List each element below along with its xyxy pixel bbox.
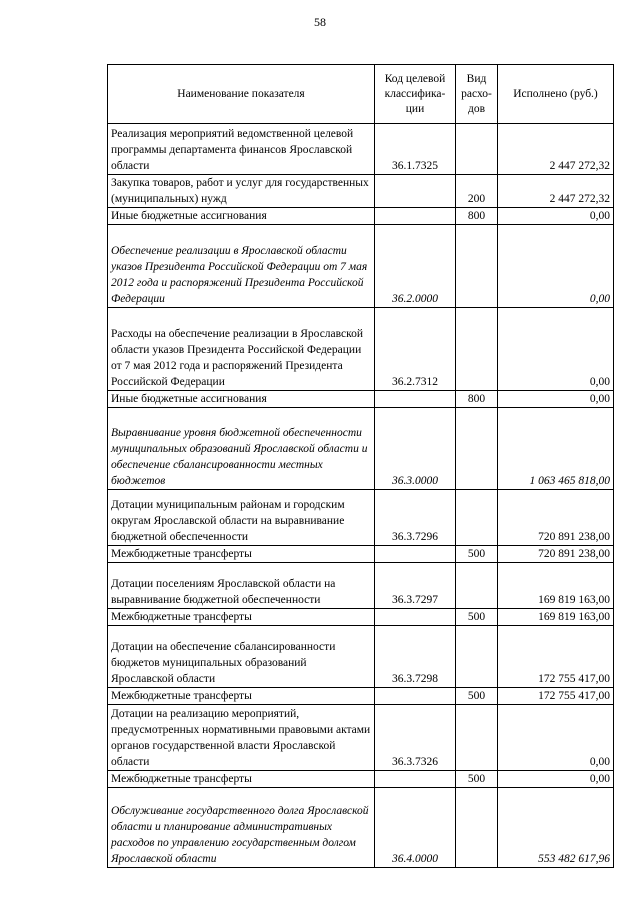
row-vid: 500 xyxy=(456,688,498,705)
table-row xyxy=(108,208,614,225)
row-name: Дотации на обеспечение сбалансированности бюджетов муниципальных образований Ярославской области xyxy=(108,626,375,688)
row-name: Обслуживание государственного долга Ярославской области и планирование административных расходов по управлению государственным долгом Ярославской области xyxy=(108,788,375,868)
row-vid xyxy=(456,225,498,308)
row-code xyxy=(375,771,456,788)
row-vid xyxy=(456,124,498,175)
row-amount: 553 482 617,96 xyxy=(498,788,614,868)
row-amount: 2 447 272,32 xyxy=(498,124,614,175)
row-vid xyxy=(456,563,498,609)
header-amount: Исполнено (руб.) xyxy=(498,65,614,124)
row-amount: 172 755 417,00 xyxy=(498,688,614,705)
row-code: 36.3.7296 xyxy=(375,490,456,546)
row-vid: 800 xyxy=(456,208,498,225)
row-code xyxy=(375,175,456,208)
row-vid: 200 xyxy=(456,175,498,208)
row-amount: 0,00 xyxy=(498,391,614,408)
row-vid xyxy=(456,705,498,771)
table-row xyxy=(108,546,614,563)
row-amount: 172 755 417,00 xyxy=(498,626,614,688)
row-name: Расходы на обеспечение реализации в Ярославской области указов Президента Российской Федерации от 7 мая 2012 года и распоряжений Президента Российской Федерации xyxy=(108,308,375,391)
row-name: Иные бюджетные ассигнования xyxy=(108,391,375,408)
table-row xyxy=(108,563,614,609)
row-code: 36.3.0000 xyxy=(375,408,456,490)
table-row xyxy=(108,626,614,688)
row-name: Дотации на реализацию мероприятий, предусмотренных нормативными правовыми актами органов государственной власти Ярославской области xyxy=(108,705,375,771)
row-amount: 720 891 238,00 xyxy=(498,546,614,563)
table-row xyxy=(108,609,614,626)
table-row xyxy=(108,788,614,868)
row-amount: 0,00 xyxy=(498,225,614,308)
table-row xyxy=(108,490,614,546)
row-code: 36.3.7326 xyxy=(375,705,456,771)
row-name: Дотации поселениям Ярославской области на выравнивание бюджетной обеспеченности xyxy=(108,563,375,609)
row-name: Обеспечение реализации в Ярославской области указов Президента Российской Федерации от 7 мая 2012 года и распоряжений Президента Российской Федерации xyxy=(108,225,375,308)
row-code xyxy=(375,609,456,626)
row-code: 36.3.7298 xyxy=(375,626,456,688)
table-row xyxy=(108,705,614,771)
row-vid: 800 xyxy=(456,391,498,408)
row-name: Закупка товаров, работ и услуг для государственных (муниципальных) нужд xyxy=(108,175,375,208)
row-amount: 0,00 xyxy=(498,771,614,788)
row-code: 36.2.7312 xyxy=(375,308,456,391)
expenditure-table xyxy=(107,64,614,868)
row-amount: 2 447 272,32 xyxy=(498,175,614,208)
row-amount: 0,00 xyxy=(498,705,614,771)
row-name: Иные бюджетные ассигнования xyxy=(108,208,375,225)
row-code: 36.3.7297 xyxy=(375,563,456,609)
header-name: Наименование показателя xyxy=(108,65,375,124)
page-number: 58 xyxy=(314,15,326,29)
table-row xyxy=(108,124,614,175)
row-amount: 1 063 465 818,00 xyxy=(498,408,614,490)
table-header-row xyxy=(108,65,614,124)
row-vid: 500 xyxy=(456,771,498,788)
row-code: 36.2.0000 xyxy=(375,225,456,308)
table-row xyxy=(108,225,614,308)
row-vid: 500 xyxy=(456,546,498,563)
table-row xyxy=(108,391,614,408)
row-amount: 169 819 163,00 xyxy=(498,563,614,609)
row-vid xyxy=(456,308,498,391)
row-vid xyxy=(456,408,498,490)
row-name: Межбюджетные трансферты xyxy=(108,546,375,563)
row-code xyxy=(375,391,456,408)
row-code xyxy=(375,546,456,563)
row-amount: 0,00 xyxy=(498,208,614,225)
header-code: Код целевой классифика-ции xyxy=(375,65,456,124)
row-code xyxy=(375,208,456,225)
row-amount: 720 891 238,00 xyxy=(498,490,614,546)
table-row xyxy=(108,408,614,490)
row-name: Межбюджетные трансферты xyxy=(108,771,375,788)
header-vid: Вид расхо-дов xyxy=(456,65,498,124)
row-amount: 0,00 xyxy=(498,308,614,391)
row-name: Дотации муниципальным районам и городским округам Ярославской области на выравнивание бюджетной обеспеченности xyxy=(108,490,375,546)
row-vid: 500 xyxy=(456,609,498,626)
table-row xyxy=(108,771,614,788)
row-name: Межбюджетные трансферты xyxy=(108,688,375,705)
row-amount: 169 819 163,00 xyxy=(498,609,614,626)
row-name: Выравнивание уровня бюджетной обеспеченности муниципальных образований Ярославской области и обеспечение сбалансированности местных бюджетов xyxy=(108,408,375,490)
row-code: 36.4.0000 xyxy=(375,788,456,868)
table-row xyxy=(108,308,614,391)
row-vid xyxy=(456,626,498,688)
row-name: Межбюджетные трансферты xyxy=(108,609,375,626)
row-vid xyxy=(456,788,498,868)
row-code: 36.1.7325 xyxy=(375,124,456,175)
row-vid xyxy=(456,490,498,546)
row-code xyxy=(375,688,456,705)
table-row xyxy=(108,175,614,208)
table-row xyxy=(108,688,614,705)
row-name: Реализация мероприятий ведомственной целевой программы департамента финансов Ярославской области xyxy=(108,124,375,175)
